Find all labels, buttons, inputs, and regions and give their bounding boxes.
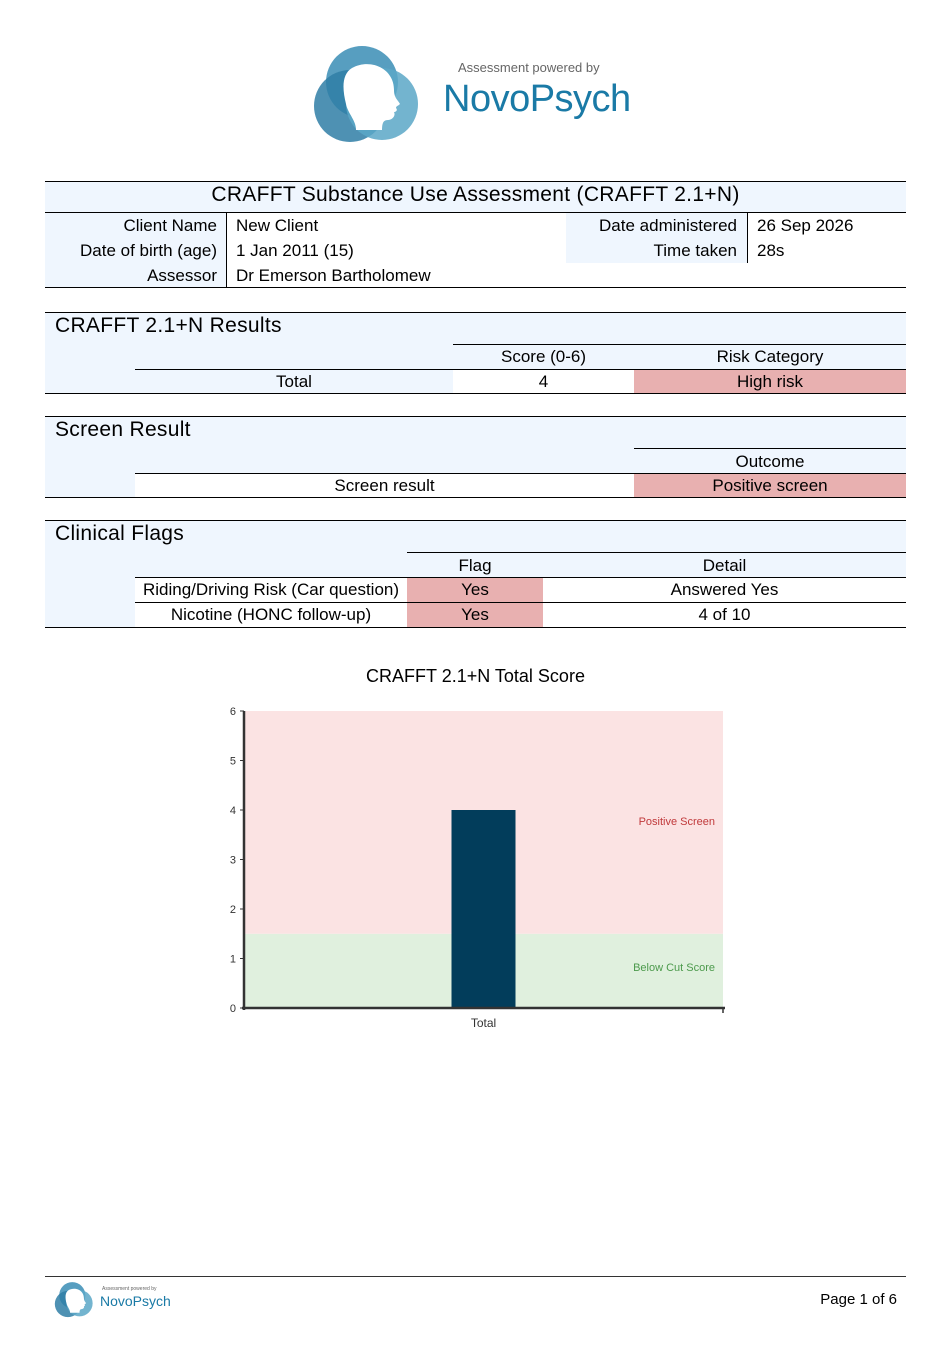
score-column-header: Score (0-6): [500, 347, 587, 366]
total-score-value: 4: [538, 372, 549, 391]
footer-divider: [45, 1276, 906, 1277]
screen-heading: Screen Result: [55, 418, 191, 441]
divider: [45, 181, 906, 182]
flag-label: Riding/Driving Risk (Car question): [142, 580, 400, 599]
flag-detail: 4 of 10: [698, 605, 751, 624]
dob-value: 1 Jan 2011 (15): [236, 241, 354, 260]
header-powered-by: Assessment powered by: [458, 60, 600, 75]
divider: [747, 213, 748, 263]
screen-row-label: Screen result: [334, 476, 435, 495]
page-number: Page 1 of 6: [820, 1291, 897, 1308]
assessor-label: Assessor: [147, 266, 217, 285]
time-taken-value: 28s: [757, 241, 785, 260]
y-tick-label: 0: [229, 1003, 236, 1015]
outcome-column-header: Outcome: [735, 452, 805, 471]
divider: [45, 393, 906, 394]
divider: [45, 627, 906, 628]
client-name-value: New Client: [236, 216, 319, 235]
divider: [45, 287, 906, 288]
divider: [226, 213, 227, 287]
novopsych-head-icon: [312, 40, 427, 150]
y-tick-label: 4: [229, 805, 236, 817]
results-row-label: Total: [276, 372, 312, 391]
divider: [45, 520, 906, 521]
y-tick-label: 3: [229, 854, 236, 867]
results-heading: CRAFFT 2.1+N Results: [55, 314, 282, 337]
screen-outcome-value: Positive screen: [712, 476, 828, 495]
band-label: Positive Screen: [638, 816, 715, 828]
client-name-label: Client Name: [123, 216, 217, 235]
flag-value: Yes: [461, 580, 489, 599]
y-tick-label: 1: [229, 953, 236, 966]
detail-column-header: Detail: [702, 556, 747, 575]
flag-label: Nicotine (HONC follow-up): [170, 605, 372, 624]
dob-label: Date of birth (age): [79, 241, 217, 260]
time-taken-label: Time taken: [653, 241, 737, 260]
header-brand: NovoPsych: [443, 78, 631, 120]
bar-0: [452, 810, 516, 1008]
divider: [45, 416, 906, 417]
total-score-chart: [200, 695, 740, 1040]
y-tick-label: 2: [229, 904, 236, 916]
band-label: Below Cut Score: [633, 962, 715, 974]
x-tick-label: Total: [470, 1016, 497, 1030]
table-row: [135, 603, 906, 627]
page-title: CRAFFT Substance Use Assessment (CRAFFT 2.1+N): [211, 183, 740, 206]
y-tick-label: 6: [229, 706, 236, 718]
flag-column-header: Flag: [458, 556, 492, 575]
footer-powered-by: Assessment powered by: [102, 1286, 157, 1292]
footer-brand: NovoPsych: [100, 1293, 171, 1309]
flags-heading: Clinical Flags: [55, 522, 185, 545]
date-administered-value: 26 Sep 2026: [757, 216, 854, 235]
flag-detail: Answered Yes: [670, 580, 779, 599]
assessor-value: Dr Emerson Bartholomew: [236, 266, 431, 285]
risk-column-header: Risk Category: [716, 347, 824, 366]
divider: [407, 552, 906, 553]
y-tick-label: 5: [229, 755, 236, 768]
divider: [45, 497, 906, 498]
date-administered-label: Date administered: [599, 216, 737, 235]
risk-category-value: High risk: [736, 372, 804, 391]
footer-logo: [54, 1280, 184, 1320]
table-row: [135, 578, 906, 602]
chart-title: CRAFFT 2.1+N Total Score: [366, 666, 585, 686]
novopsych-head-icon: [54, 1280, 96, 1320]
divider: [634, 448, 906, 449]
divider: [453, 344, 906, 345]
header-logo: [312, 40, 642, 150]
divider: [45, 312, 906, 313]
flag-value: Yes: [461, 605, 489, 624]
